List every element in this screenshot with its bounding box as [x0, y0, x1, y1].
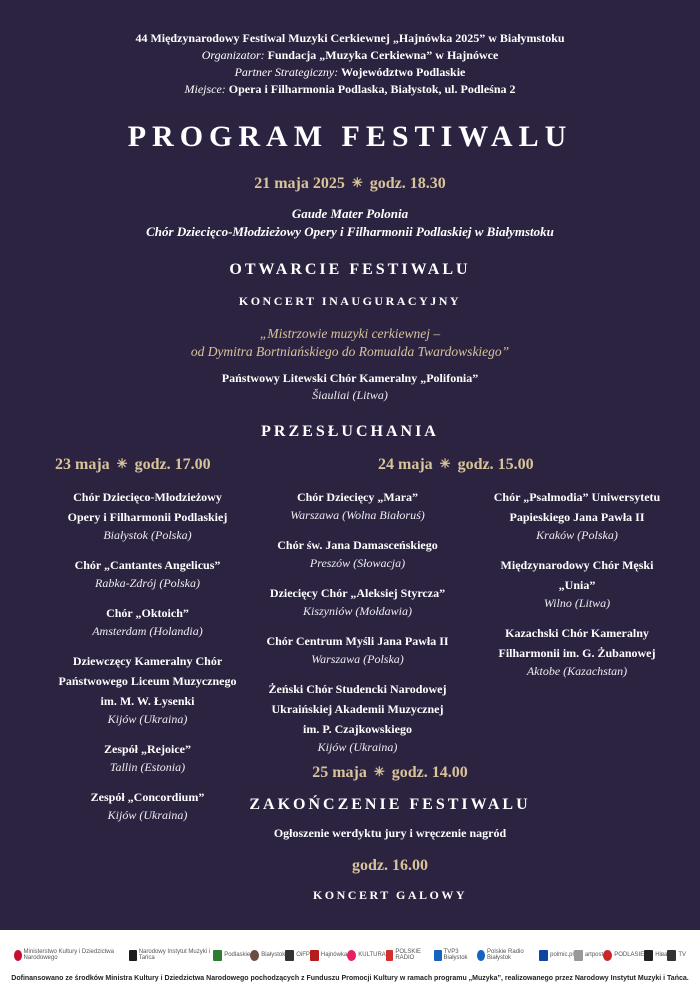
organizer-value: Fundacja „Muzyka Cerkiewna” w Hajnówce [267, 48, 499, 62]
partner-line [0, 64, 700, 81]
star-icon: ✳ [373, 764, 385, 779]
choir-name: Dziecięcy Chór „Aleksiej Styrcza” [269, 586, 446, 600]
sponsor-logo [285, 950, 310, 961]
sponsor-logo-text: Narodowy Instytut Muzyki i Tańca [138, 949, 211, 961]
day23-date: 23 maja [55, 456, 110, 473]
day1-choir: Chór Dziecięco-Młodzieżowy Opery i Filharmonii Podlaskiej w Białymstoku [146, 224, 554, 239]
festival-name: 44 Międzynarodowy Festiwal Muzyki Cerkiewnej „Hajnówka 2025” w Białymstoku [135, 31, 565, 45]
choir-name: im. P. Czajkowskiego [303, 722, 412, 736]
choir-place: Preszów (Słowacja) [309, 556, 406, 570]
sponsor-logo-text: TVP3 Białystok [443, 949, 468, 961]
day1-piece: Gaude Mater Polonia [291, 206, 409, 221]
funding-note: Dofinansowano ze środków Ministra Kultury i Dziedzictwa Narodowego pochodzących z Funduszu Promocji Kultury w ramach programu „Muzyka”, realizowanego przez Narodowy Instytut Muzyki i Tańca. [11, 975, 689, 982]
sponsor-logo-text: Białystok [261, 952, 286, 958]
inaugural-performer-place: Šiauliai (Litwa) [312, 388, 388, 402]
choir-name: Zespół „Rejoice” [104, 742, 191, 756]
artpost-icon [574, 950, 583, 961]
concert-title-line1: „Mistrzowie muzyki cerkiewnej – [259, 326, 441, 341]
audition-column-24-may-b [462, 487, 692, 691]
sponsor-logo-text: TV [678, 952, 686, 958]
podlasie-icon [603, 950, 612, 961]
bison-icon [250, 950, 259, 961]
choir-name: Ukraińskiej Akademii Muzycznej [271, 702, 444, 716]
day25-time: godz. 14.00 [391, 764, 468, 781]
sponsor-logo-text: Podlaskie [224, 952, 251, 958]
day24-datetime [378, 456, 534, 474]
choir-entry [245, 487, 470, 524]
sponsor-logo [644, 950, 667, 961]
sponsor-logos [0, 938, 700, 972]
choir-entry [462, 623, 692, 680]
inaugural-performer: Państwowy Litewski Chór Kameralny „Polifonia” [221, 371, 479, 385]
concert-title-line2: od Dymitra Bortniańskiego do Romualda Twardowskiego” [190, 344, 510, 359]
organizer-line [0, 47, 700, 64]
sponsor-logo [347, 950, 386, 961]
sponsor-logo-text: POLSKIE RADIO [395, 949, 422, 961]
audition-column-24-may-a [245, 487, 470, 767]
tvp3-icon [434, 950, 442, 961]
venue-line [0, 81, 700, 98]
day23-datetime [55, 456, 211, 474]
sponsor-logo [129, 949, 213, 961]
polskie-radio-icon [386, 950, 394, 961]
day1-date: 21 maja 2025 [254, 175, 345, 192]
choir-name: Państwowego Liceum Muzycznego [58, 674, 237, 688]
sponsor-logo-text: PODLASIE [614, 952, 645, 958]
sponsor-logo-text: Polskie Radio Białystok [487, 949, 524, 961]
sponsor-logo [213, 950, 250, 961]
day24-date: 24 maja [378, 456, 433, 473]
choir-name: Opery i Filharmonii Podlaskiej [67, 510, 228, 524]
choir-entry [30, 739, 265, 776]
partner-value: Województwo Podlaskie [341, 65, 466, 79]
choir-place: Kijów (Ukraina) [107, 808, 188, 822]
niva-icon [644, 950, 653, 961]
sponsor-logo-text: artpost [584, 952, 604, 958]
sponsors-footer [0, 930, 700, 991]
closing-heading: ZAKOŃCZENIE FESTIWALU [249, 796, 531, 813]
choir-place: Wilno (Litwa) [543, 596, 611, 610]
choir-place: Aktobe (Kazachstan) [526, 664, 628, 678]
choir-place: Kijów (Ukraina) [107, 712, 188, 726]
polmic-icon [539, 950, 548, 961]
organizer-label: Organizator: [201, 48, 265, 62]
sponsor-logo-text: OiFP [296, 952, 310, 958]
choir-name: Kazachski Chór Kameralny [505, 626, 649, 640]
choir-place: Tallin (Estonia) [109, 760, 186, 774]
choir-entry [245, 535, 470, 572]
sponsor-logo [574, 950, 603, 961]
day25-date: 25 maja [312, 764, 367, 781]
choir-place: Kraków (Polska) [536, 528, 618, 542]
choir-place: Kijów (Ukraina) [317, 740, 398, 754]
choir-entry [462, 487, 692, 544]
page-title: PROGRAM FESTIWALU [127, 120, 573, 153]
radio-bialystok-icon [477, 950, 485, 961]
eagle-icon [14, 950, 22, 961]
choir-place: Rabka-Zdrój (Polska) [95, 576, 200, 590]
jury-verdict: Ogłoszenie werdyktu jury i wręczenie nagród [273, 826, 507, 840]
sponsor-logo-text: Hajnówka [320, 952, 348, 958]
star-icon: ✳ [351, 175, 363, 190]
tv-icon [667, 950, 676, 961]
choir-entry [30, 787, 265, 824]
choir-entry [245, 583, 470, 620]
podlaskie-icon [213, 950, 222, 961]
star-icon: ✳ [116, 456, 128, 471]
sponsor-logo [14, 949, 129, 961]
day25-datetime [240, 764, 540, 782]
choir-entry [30, 487, 265, 544]
tvp-kultura-icon [347, 950, 356, 961]
day23-time: godz. 17.00 [134, 456, 211, 473]
venue-label: Miejsce: [184, 82, 226, 96]
choir-name: Zespół „Concordium” [90, 790, 205, 804]
gala-concert: KONCERT GALOWY [312, 888, 468, 902]
choir-name: Międzynarodowy Chór Męski [500, 558, 654, 572]
day1-time: godz. 18.30 [369, 175, 446, 192]
sponsor-logo-text: polmic.pl [550, 952, 574, 958]
venue-value: Opera i Filharmonia Podlaska, Białystok, ul. Podleśna 2 [228, 82, 516, 96]
gala-time: godz. 16.00 [352, 857, 428, 874]
choir-name: Żeński Chór Studencki Narodowej [268, 682, 447, 696]
inaugural-concert: KONCERT INAUGURACYJNY [238, 294, 462, 308]
sponsor-logo-text: Ніва [655, 952, 668, 958]
choir-entry [30, 555, 265, 592]
sponsor-logo-text: KULTURA [358, 952, 386, 958]
sponsor-logo [603, 950, 644, 961]
sponsor-logo [386, 949, 434, 961]
auditions-heading: PRZESŁUCHANIA [261, 423, 439, 440]
sponsor-logo-text: Ministerstwo Kultury i Dziedzictwa Narodowego [23, 949, 114, 961]
choir-name: Papieskiego Jana Pawła II [509, 510, 645, 524]
day1-datetime [0, 175, 700, 193]
choir-name: Chór Dziecięcy „Mara” [296, 490, 419, 504]
choir-name: Filharmonii im. G. Żubanowej [498, 646, 656, 660]
choir-name: Chór „Oktoich” [106, 606, 189, 620]
choir-name: Dziewczęcy Kameralny Chór [72, 654, 223, 668]
ofp-icon [285, 950, 294, 961]
day24-time: godz. 15.00 [457, 456, 534, 473]
nimit-icon [129, 950, 137, 961]
choir-place: Warszawa (Wolna Białoruś) [290, 508, 425, 522]
choir-place: Kiszyniów (Mołdawia) [302, 604, 412, 618]
sponsor-logo [667, 950, 686, 961]
choir-name: Chór Dziecięco-Młodzieżowy [73, 490, 222, 504]
choir-name: Chór „Psalmodia” Uniwersytetu [493, 490, 661, 504]
audition-column-23-may [30, 487, 265, 835]
choir-entry [462, 555, 692, 612]
sponsor-logo [434, 949, 477, 961]
choir-name: im. M. W. Łysenki [100, 694, 195, 708]
choir-name: Chór św. Jana Damasceńskiego [277, 538, 438, 552]
sponsor-logo [477, 949, 539, 961]
choir-entry [30, 603, 265, 640]
choir-name: „Unia” [558, 578, 596, 592]
choir-entry [245, 631, 470, 668]
choir-entry [245, 679, 470, 756]
star-icon: ✳ [439, 456, 451, 471]
choir-entry [30, 651, 265, 728]
choir-place: Amsterdam (Holandia) [92, 624, 203, 638]
choir-name: Chór „Cantantes Angelicus” [74, 558, 221, 572]
sponsor-logo [539, 950, 574, 961]
opening-heading: OTWARCIE FESTIWALU [229, 261, 471, 278]
choir-name: Chór Centrum Myśli Jana Pawła II [266, 634, 449, 648]
sponsor-logo [310, 950, 347, 961]
choir-place: Białystok (Polska) [103, 528, 192, 542]
sponsor-logo [250, 950, 285, 961]
choir-place: Warszawa (Polska) [311, 652, 404, 666]
sign-icon [310, 950, 319, 961]
partner-label: Partner Strategiczny: [234, 65, 339, 79]
